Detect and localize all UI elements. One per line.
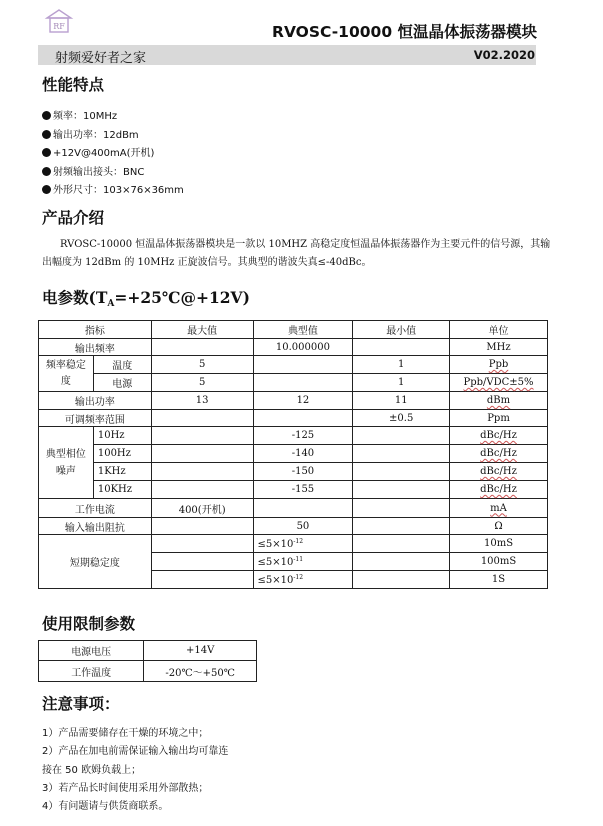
org-name: 射频爱好者之家 xyxy=(55,51,147,66)
feature-item: 射频输出接头：BNC xyxy=(42,163,144,178)
version: V02.2020 xyxy=(473,48,535,62)
limits-heading: 使用限制参数 xyxy=(42,615,136,633)
table-row: 电源 5 1 Ppb/VDC±5% xyxy=(39,374,548,392)
feature-item: 输出功率：12dBm xyxy=(42,126,139,141)
params-heading: 电参数(TA=+25℃@+12V) xyxy=(42,288,250,309)
limits-table xyxy=(38,640,257,682)
table-row: 输入输出阻抗 50 Ω xyxy=(39,518,548,535)
table-row: 频率稳定度 温度 5 1 Ppb xyxy=(39,356,548,374)
table-row: 可调频率范围 ±0.5 Ppm xyxy=(39,410,548,427)
table-row: $\le 5\times 10^{-12}$ 1S xyxy=(39,571,548,589)
table-row: 10KHz -155 dBc/Hz xyxy=(39,481,548,499)
document-title: RVOSC-10000 恒温晶体振荡器模块 xyxy=(272,23,537,41)
params-table xyxy=(38,320,548,589)
feature-item: +12V@400mA(开机) xyxy=(42,144,154,159)
header-cell: 最大值 xyxy=(151,321,253,339)
table-row: 短期稳定度 $\le 5\times 10^{-12}$ 10mS xyxy=(39,535,548,553)
note-line: 4）有问题请与供货商联系。 xyxy=(42,801,169,812)
table-row: 输出功率 13 12 11 dBm xyxy=(39,392,548,410)
intro-text: RVOSC-10000 恒温晶体振荡器模块是一款以 10MHZ 高稳定度恒温晶体振荡器作为主要元件的信号源，其输出幅度为 12dBm 的 10MHz 正旋波信号。其典型的谐波失真≤-40dBc。 xyxy=(42,239,551,268)
note-line: 3）若产品长时间使用采用外部散热； xyxy=(42,783,209,794)
feature-item: 频率：10MHz xyxy=(42,107,117,122)
header-cell: 指标 xyxy=(39,321,152,339)
table-row: 典型相位噪声 10Hz -125 dBc/Hz xyxy=(39,427,548,445)
feature-item: 外形尺寸：103×76×36mm xyxy=(42,181,184,196)
table-row: 工作温度 -20℃～+50℃ xyxy=(39,661,257,682)
table-row: $\le 5\times 10^{-11}$ 100mS xyxy=(39,553,548,571)
header-cell: 最小值 xyxy=(353,321,450,339)
note-line: 接在 50 欧姆负载上； xyxy=(42,765,142,776)
table-header-row xyxy=(39,321,548,339)
note-line: 2）产品在加电前需保证输入输出均可靠连 xyxy=(42,746,229,757)
table-row: 电源电压 +14V xyxy=(39,641,257,661)
notes-heading: 注意事项： xyxy=(42,695,120,713)
intro-heading: 产品介绍 xyxy=(42,209,105,227)
rf-logo xyxy=(44,8,74,34)
note-line: 1）产品需要储存在干燥的环境之中； xyxy=(42,728,209,739)
features-heading: 性能特点 xyxy=(42,76,105,94)
table-row: 输出频率 10.000000 MHz xyxy=(39,339,548,356)
logo-text: RF xyxy=(53,22,65,31)
table-row: 工作电流 400(开机) mA xyxy=(39,499,548,518)
table-row: 100Hz -140 dBc/Hz xyxy=(39,445,548,463)
header-cell: 单位 xyxy=(450,321,548,339)
header-cell: 典型值 xyxy=(253,321,353,339)
table-row: 1KHz -150 dBc/Hz xyxy=(39,463,548,481)
